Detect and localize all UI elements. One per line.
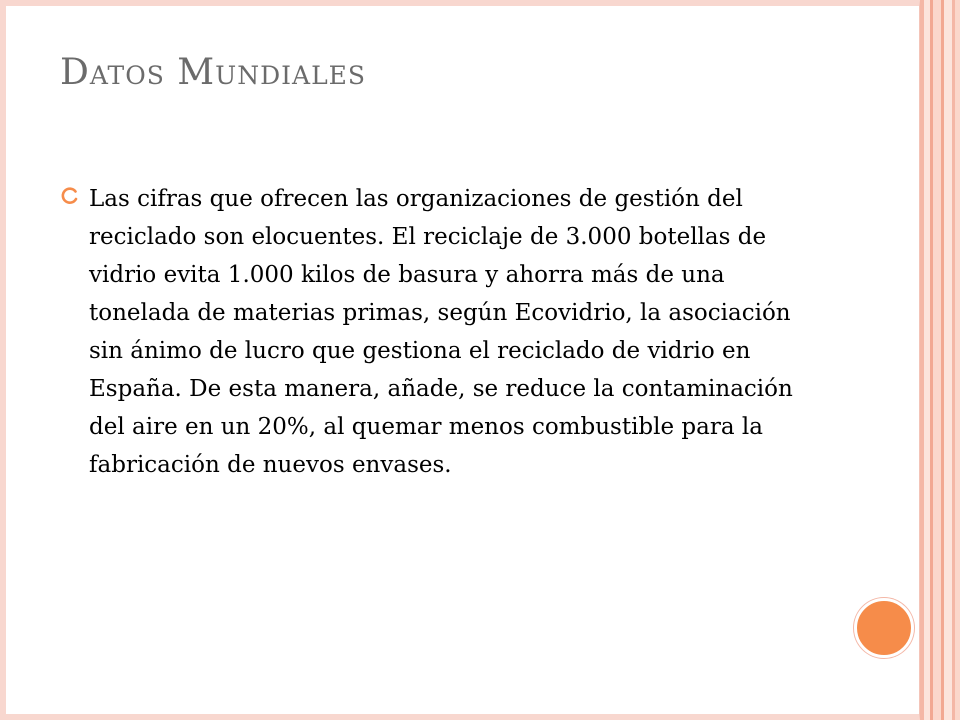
side-stripe <box>955 0 960 720</box>
orange-circle-icon <box>854 598 914 658</box>
side-stripe <box>944 0 952 720</box>
bullet-item <box>58 180 828 484</box>
slide-content <box>58 180 828 484</box>
bullet-text: Las cifras que ofrecen las organizaciones de gestión del reciclado son elocuentes. El reciclaje de 3.000 botellas de vidrio evita 1.000 kilos de basura y ahorra más de una tonelada de materias primas, según Ecovidrio, la asociación sin ánimo de lucro que gestiona el reciclado de vidrio en España. De esta manera, añade, se reduce la contaminación del aire en un 20%, al quemar menos combustible para la fabricación de nuevos envases. <box>89 186 793 478</box>
open-circle-bullet-icon <box>58 185 80 207</box>
side-stripe <box>933 0 941 720</box>
slide-title: Datos Mundiales <box>60 52 367 93</box>
